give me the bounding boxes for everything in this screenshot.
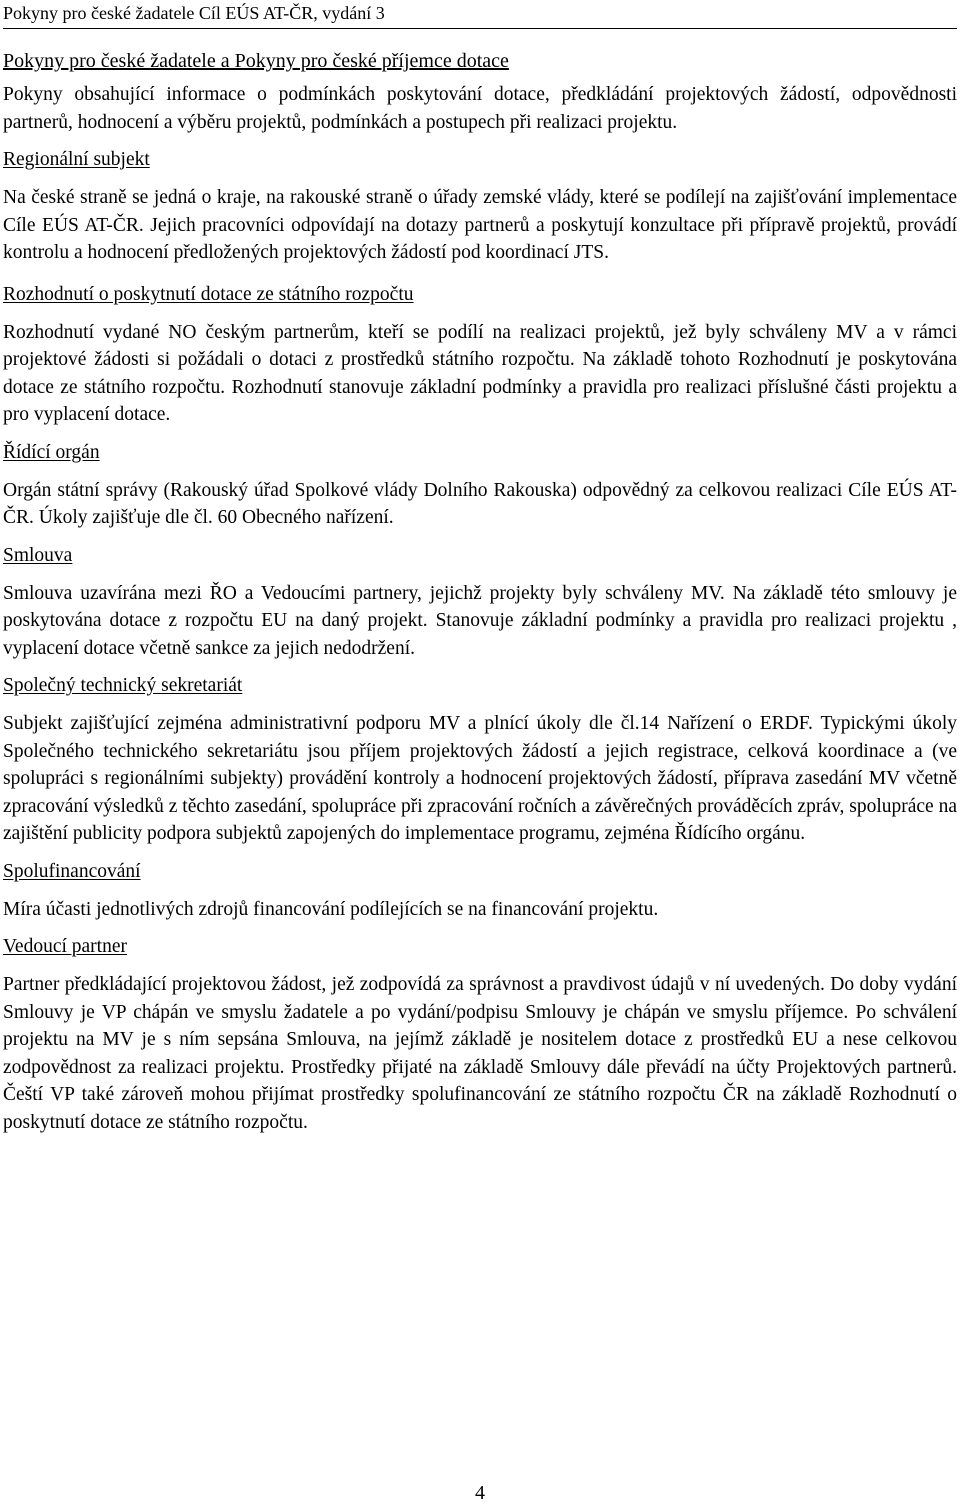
- page-number: 4: [475, 1482, 485, 1504]
- glossary-term: Spolufinancování: [3, 860, 141, 882]
- running-header: [3, 0, 957, 29]
- glossary-term: Regionální subjekt: [3, 149, 150, 170]
- glossary-term: Smlouva: [3, 544, 73, 566]
- glossary-entry-vedouci-partner: [3, 933, 957, 1136]
- glossary-entry-smlouva: [3, 542, 957, 663]
- intro-title: Pokyny pro české žadatele a Pokyny pro české příjemce dotace: [3, 50, 509, 72]
- glossary-definition: Partner předkládající projektovou žádost, jež zodpovídá za správnost a pravdivost údajů v ní uvedených. Do doby vydání Smlouvy je VP chápán ve smyslu žadatele a po vydání/podpisu Smlouvy je chápán ve smyslu příjemce. Po schválení projektu na MV je s ním sepsána Smlouva, na jejímž základě je nositelem dotace z prostředků EU a nese celkovou zodpovědnost za realizaci projektu. Prostředky přijaté na základě Smlouvy dále převádí na účty Projektových partnerů. Čeští VP také zároveň mohou přijímat prostředky spolufinancování ze státního rozpočtu ČR na základě Rozhodnutí o poskytnutí dotace ze státního rozpočtu.: [3, 974, 957, 1133]
- glossary-entry-ridici-organ: [3, 439, 957, 532]
- glossary-term: Vedoucí partner: [3, 936, 127, 957]
- glossary-definition: Orgán státní správy (Rakouský úřad Spolkové vlády Dolního Rakouska) odpovědný za celkovou realizaci Cíle EÚS AT-ČR. Úkoly zajišťuje dle čl. 60 Obecného nařízení.: [3, 479, 957, 528]
- glossary-term: Řídící orgán: [3, 441, 100, 463]
- glossary-definition: Subjekt zajišťující zejména administrativní podporu MV a plnící úkoly dle čl.14 Nařízení o ERDF. Typickými úkoly Společného technického sekretariátu jsou příjem projektových žádostí a jejich registrace, celková koordinace a (ve spolupráci s regionálními subjekty) provádění kontroly a hodnocení projektových žádostí, příprava zasedání MV včetně zpracování výsledků z těchto zasedání, spolupráce při zpracování ročních a závěrečných prováděcích zpráv, spolupráce na zajištění publicity podpora subjektů zapojených do implementace programu, zejména Řídícího orgánu.: [3, 713, 957, 844]
- running-header-title: Pokyny pro české žadatele Cíl EÚS AT-ČR, vydání 3: [3, 3, 385, 23]
- glossary-entry-sts: [3, 672, 957, 848]
- glossary-definition: Míra účasti jednotlivých zdrojů financování podílejících se na financování projektu.: [3, 898, 659, 920]
- glossary-term: Společný technický sekretariát: [3, 675, 243, 696]
- intro-text: Pokyny obsahující informace o podmínkách poskytování dotace, předkládání projektových žádostí, odpovědnosti partnerů, hodnocení a výběru projektů, podmínkách a postupech při realizaci projektu.: [3, 84, 957, 133]
- glossary-entry-rozhodnuti: [3, 281, 957, 429]
- glossary-definition: Smlouva uzavírána mezi ŘO a Vedoucími partnery, jejichž projekty byly schváleny MV. Na základě této smlouvy je poskytována dotace z rozpočtu EU na daný projekt. Stanovuje základní podmínky a pravidla pro realizaci projektu , vyplacení dotace včetně sankce za jejich nedodržení.: [3, 582, 957, 659]
- glossary-term: Rozhodnutí o poskytnutí dotace ze státního rozpočtu: [3, 283, 414, 305]
- glossary-entry-spolufinancovani: [3, 858, 957, 924]
- glossary-definition: Na české straně se jedná o kraje, na rakouské straně o úřady zemské vlády, které se podílejí na zajišťování implementace Cíle EÚS AT-ČR. Jejich pracovníci odpovídají na dotazy partnerů a poskytují konzultace při přípravě projektů, provádí kontrolu a hodnocení předložených projektových žádostí pod koordinací JTS.: [3, 187, 957, 263]
- glossary-definition: Rozhodnutí vydané NO českým partnerům, kteří se podílí na realizaci projektů, jež byly schváleny MV a v rámci projektové žádosti si požádali o dotaci z prostředků státního rozpočtu. Na základě tohoto Rozhodnutí je poskytována dotace ze státního rozpočtu. Rozhodnutí stanovuje základní podmínky a pravidla pro realizaci příslušné části projektu a pro vyplacení dotace.: [3, 321, 957, 425]
- glossary-entry-regionalni-subjekt: [3, 146, 957, 267]
- intro-section: [3, 48, 957, 136]
